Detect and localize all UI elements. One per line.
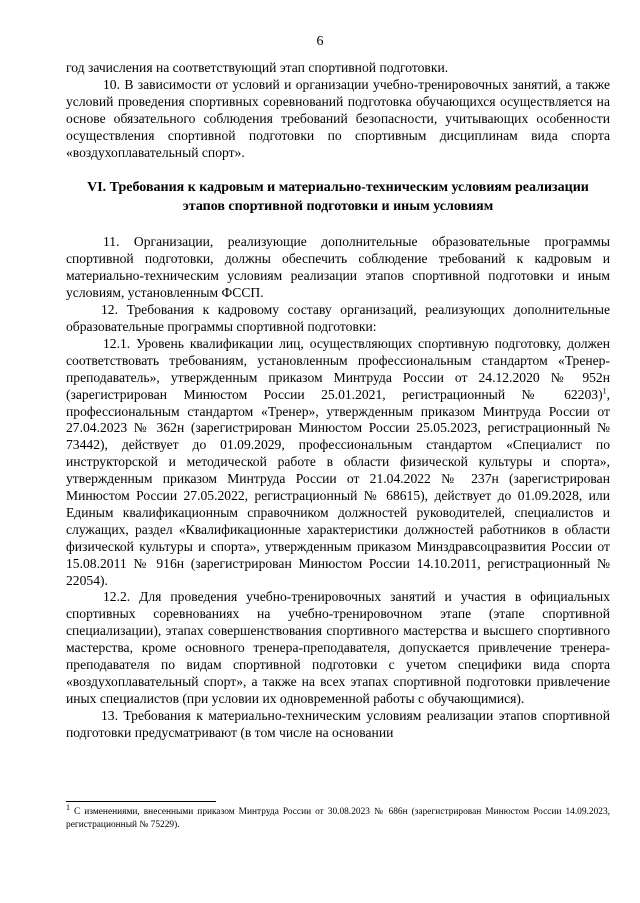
page-number: 6	[316, 34, 324, 49]
paragraph-12-1-part-1: 12.1. Уровень квалификации лиц, осуществляющих спортивную подготовку, должен соответствовать требованиям, установленным профессиональным стандартом «Тренер-преподаватель», утвержденным приказом Минтруда России от 24.12.2020 № 952н (зарегистрирован Минюстом России 25.01.2021, регистрационный № 62203)	[66, 335, 610, 402]
section-heading-line-1: VI. Требования к кадровым и материально-техническим условиям реализации	[87, 180, 589, 196]
paragraph-continuation: год зачисления на соответствующий этап спортивной подготовки.	[66, 60, 449, 75]
footnote-mark: 1	[66, 802, 70, 812]
paragraph-12-2: 12.2. Для проведения учебно-тренировочных занятий и участия в официальных спортивных соревнованиях на учебно-тренировочном этапе (этапе спортивной специализации), этапах совершенствования спортивного мастерства и высшего спортивного мастерства, кроме основного тренера-преподавателя, допускается привлечение тренера-преподавателя по видам спортивной подготовки с учетом специфики вида спорта «воздухоплавательный спорт», а также на всех этапах спортивной подготовки привлечение иных специалистов (при условии их одновременной работы с обучающимися).	[66, 589, 610, 706]
paragraph-13: 13. Требования к материально-техническим условиям реализации этапов спортивной подготовки предусматривают (в том числе на основании	[66, 707, 610, 740]
paragraph-12: 12. Требования к кадровому составу организаций, реализующих дополнительные образовательные программы спортивной подготовки:	[66, 302, 610, 334]
document-body	[66, 60, 610, 742]
footnote-divider	[66, 801, 216, 802]
paragraph-11: 11. Организации, реализующие дополнительные образовательные программы спортивной подготовки, должны обеспечить соблюдение требований к кадровым и материально-техническим условиям реализации этапов спортивной подготовки и иным условиям, установленным ФССП.	[66, 234, 610, 301]
paragraph-12-1	[66, 336, 610, 590]
footnote-reference[interactable]: 1	[602, 386, 607, 396]
paragraph-10: 10. В зависимости от условий и организации учебно-тренировочных занятий, а также условий проведения спортивных соревнований подготовка обучающихся осуществляется на основе обязательного соблюдения требований безопасности, учитывающих особенности осуществления спортивной подготовки по спортивным дисциплинам вида спорта «воздухоплавательный спорт».	[66, 76, 610, 160]
footnote	[66, 802, 610, 832]
paragraph-12-1-part-2: , профессиональным стандартом «Тренер», утвержденным приказом Минтруда России от 27.04.2023 № 362н (зарегистрирован Минюстом России 25.05.2023, регистрационный № 73442), действует до 01.09.2029, профессиональным стандартом «Специалист по инструкторской и методической работе в области физической культуры и спорта», утвержденным приказом Минтруда России от 21.04.2022 № 237н (зарегистрирован Минюстом России 27.05.2022, регистрационный № 68615), действует до 01.09.2028, или Единым квалификационным справочником должностей руководителей, специалистов и служащих, раздел «Квалификационные характеристики должностей работников в области физической культуры и спорта», утвержденным приказом Минздравсоцразвития России от 15.08.2011 № 916н (зарегистрирован Минюстом России 14.10.2011, регистрационный № 22054).	[66, 386, 610, 588]
section-heading	[66, 178, 610, 216]
section-heading-line-2: этапов спортивной подготовки и иным условиям	[182, 199, 494, 215]
footnote-text: С изменениями, внесенными приказом Минтруда России от 30.08.2023 № 686н (зарегистрирован Минюстом России 14.09.2023, регистрационный № 75229).	[66, 807, 610, 830]
